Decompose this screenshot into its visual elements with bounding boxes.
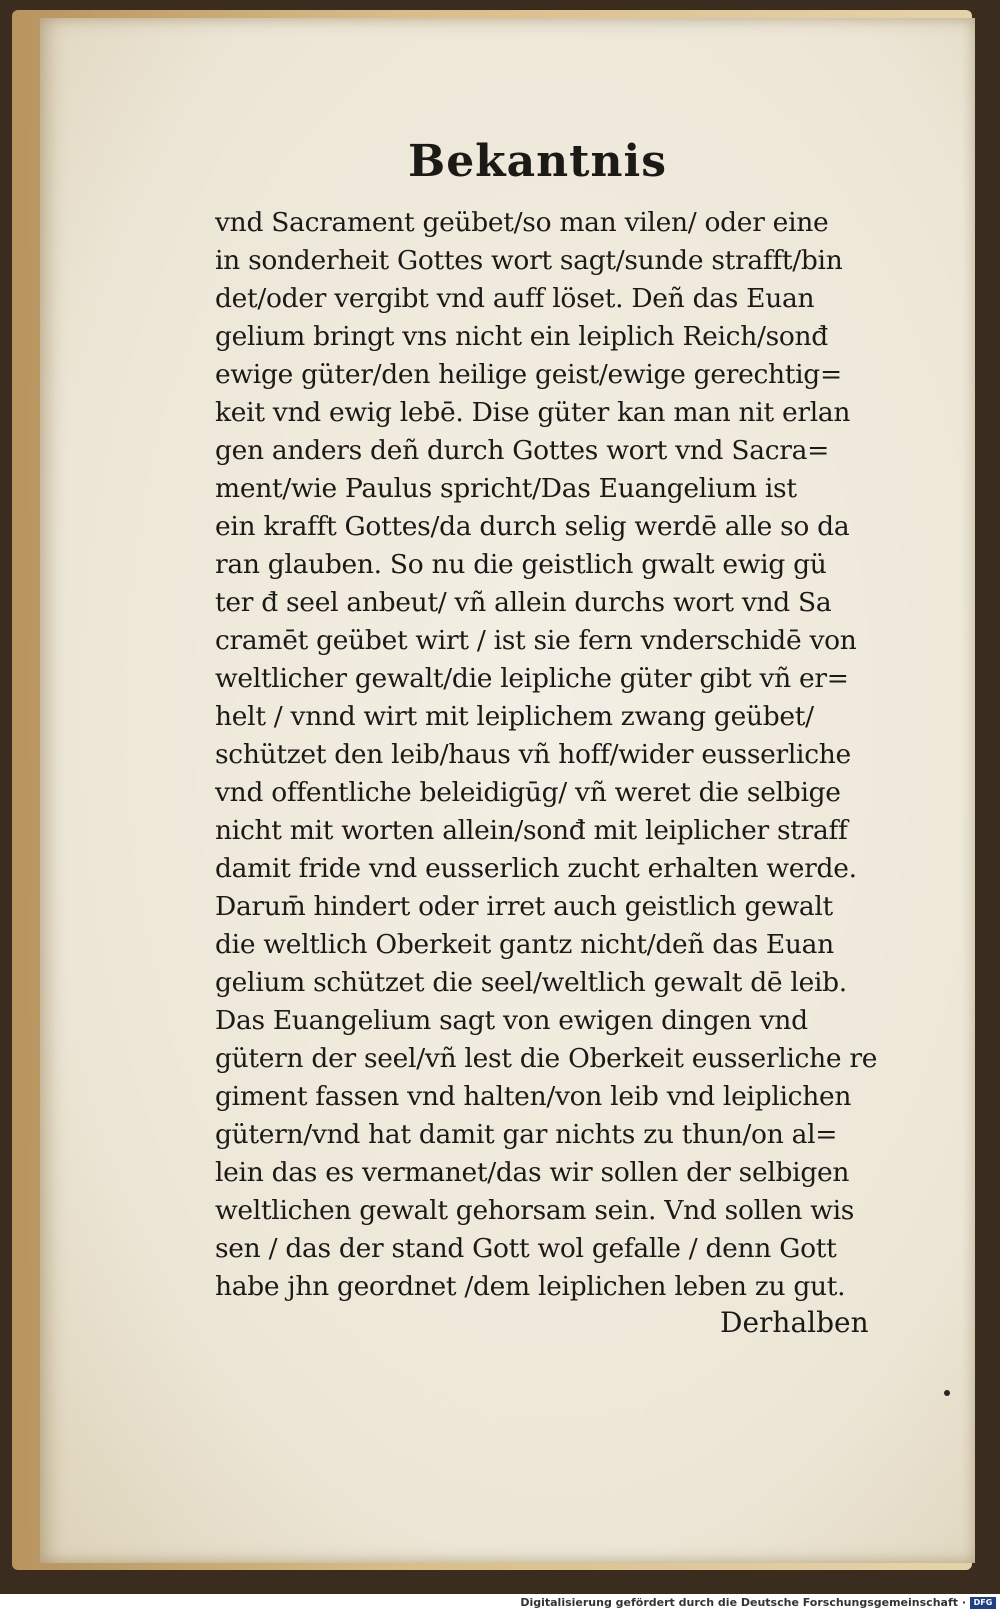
text-line: nicht mit worten allein/sonđ mit leiplicher straff [215, 815, 848, 846]
book-page [40, 18, 975, 1563]
text-line: Darum̄ hindert oder irret auch geistlich gewalt [215, 891, 833, 922]
text-line: gelium bringt vns nicht ein leiplich Reich/sonđ [215, 321, 828, 352]
text-line: cramēt geübet wirt / ist sie fern vnderschidē von [215, 625, 857, 656]
text-line: lein das es vermanet/das wir sollen der selbigen [215, 1157, 850, 1188]
text-line: weltlicher gewalt/die leipliche güter gibt vñ er= [215, 663, 849, 694]
text-line: sen / das der stand Gott wol gefalle / denn Gott [215, 1233, 837, 1264]
text-line: vnd Sacrament geübet/so man vilen/ oder eine [215, 207, 829, 238]
text-line: Das Euangelium sagt von ewigen dingen vnd [215, 1005, 808, 1036]
text-line: ter đ seel anbeut/ vñ allein durchs wort vnd Sa [215, 587, 832, 618]
text-line: keit vnd ewig lebē. Dise güter kan man nit erlan [215, 397, 851, 428]
text-block [215, 204, 905, 1306]
text-line: det/oder vergibt vnd auff löset. Deñ das Euan [215, 283, 815, 314]
text-line: schützet den leib/haus vñ hoff/wider eusserliche [215, 739, 851, 770]
footer-credit: Digitalisierung gefördert durch die Deutsche Forschungsgemeinschaft · [520, 1596, 966, 1609]
text-line: die weltlich Oberkeit gantz nicht/deñ das Euan [215, 929, 834, 960]
text-line: ein krafft Gottes/da durch selig werdē alle so da [215, 511, 850, 542]
running-header: Bekantnis [408, 136, 667, 187]
text-line: giment fassen vnd halten/von leib vnd leiplichen [215, 1081, 852, 1112]
text-line: gelium schützet die seel/weltlich gewalt dē leib. [215, 967, 847, 998]
text-line: ran glauben. So nu die geistlich gwalt ewig gü [215, 549, 827, 580]
text-line: vnd offentliche beleidigūg/ vñ weret die selbige [215, 777, 841, 808]
text-line: gütern der seel/vñ lest die Oberkeit eusserliche re [215, 1043, 878, 1074]
catchword: Derhalben [720, 1306, 869, 1339]
text-line: helt / vnnd wirt mit leiplichem zwang geübet/ [215, 701, 814, 732]
text-line: ment/wie Paulus spricht/Das Euangelium ist [215, 473, 797, 504]
footer-bar [0, 1594, 1000, 1612]
text-line: weltlichen gewalt gehorsam sein. Vnd sollen wis [215, 1195, 855, 1226]
text-line: damit fride vnd eusserlich zucht erhalten werde. [215, 853, 857, 884]
text-line: gen anders deñ durch Gottes wort vnd Sacra= [215, 435, 830, 466]
text-line: in sonderheit Gottes wort sagt/sunde strafft/bin [215, 245, 843, 276]
ink-dot [944, 1390, 950, 1396]
text-line: ewige güter/den heilige geist/ewige gerechtig= [215, 359, 842, 390]
text-line: gütern/vnd hat damit gar nichts zu thun/on al= [215, 1119, 838, 1150]
dfg-logo: DFG [970, 1597, 996, 1609]
text-line: habe jhn geordnet /dem leiplichen leben zu gut. [215, 1271, 846, 1302]
